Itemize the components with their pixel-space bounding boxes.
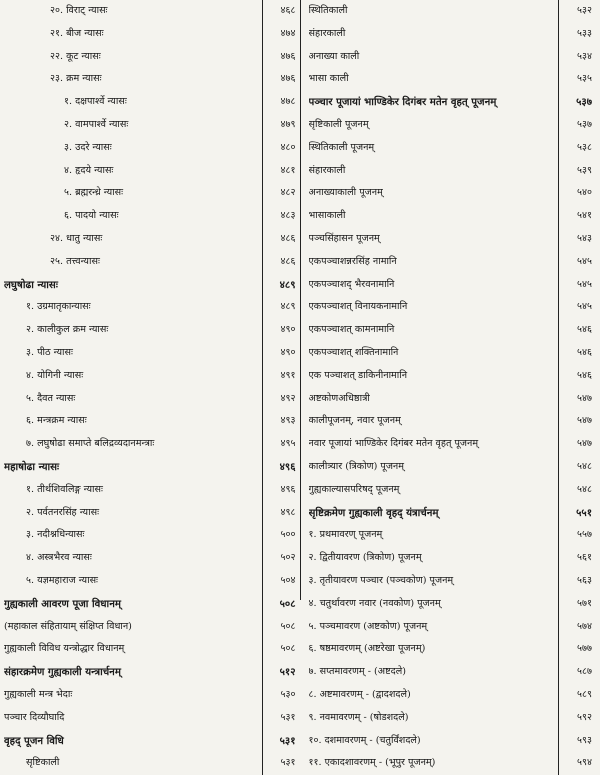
toc-entry xyxy=(301,68,597,91)
toc-entry-title: एकपञ्चाशद् भैरवनामानि xyxy=(308,278,395,290)
toc-entry xyxy=(301,388,597,411)
toc-entry xyxy=(4,661,300,684)
toc-entry-page-number: ५७४ xyxy=(558,616,592,639)
toc-entry xyxy=(4,433,300,456)
toc-entry xyxy=(301,274,597,297)
toc-entry-page-number: ४९६ xyxy=(262,479,296,502)
toc-entry-title: एकपञ्चाशत् शक्तिनामानि xyxy=(308,346,399,358)
toc-entry xyxy=(301,593,597,616)
toc-entry-page-number: ४८६ xyxy=(262,228,296,251)
toc-entry xyxy=(301,0,597,23)
toc-entry xyxy=(4,638,300,661)
toc-entry-page-number: ५५७ xyxy=(558,524,592,547)
toc-entry-title: सृष्टिक्रमेण गुह्यकाली वृहद् यंत्रार्चनम् xyxy=(308,506,439,519)
toc-entry-page-number: ४९५ xyxy=(262,433,296,456)
toc-entry-title: १. उग्रमातृकान्यासः xyxy=(26,301,91,313)
toc-entry-title: भासा काली xyxy=(308,73,349,85)
toc-entry-page-number: ५३१ xyxy=(262,752,296,775)
toc-entry-title: ९. नवमावरणम् - (षोडशदले) xyxy=(308,711,409,723)
toc-entry-title: ११. एकादशावरणम् - (भूपुर पूजनम्) xyxy=(308,757,436,769)
toc-entry-title: ३. नदीश्नधिन्यासः xyxy=(26,529,85,541)
toc-entry-page-number: ४९० xyxy=(262,342,296,365)
toc-entry-page-number: ५३१ xyxy=(262,707,296,730)
toc-entry-page-number: ५४६ xyxy=(558,342,592,365)
toc-entry-page-number: ५३८ xyxy=(558,137,592,160)
toc-entry xyxy=(301,342,597,365)
toc-entry xyxy=(301,228,597,251)
toc-entry-title: २. पर्वतनरसिंह न्यासः xyxy=(26,506,100,518)
toc-entry-title: गुह्यकाल्यासपरिषद् पूजनम् xyxy=(308,483,400,495)
toc-entry-title: २०. विराट् न्यासः xyxy=(50,5,108,16)
toc-entry-title: गुह्यकाली विविध यन्त्रोद्धार विधानम् xyxy=(4,643,125,655)
toc-entry-page-number: ४९० xyxy=(262,319,296,342)
toc-entry-title: स्थितिकाली पूजनम् xyxy=(308,141,375,153)
toc-entry xyxy=(301,182,597,205)
toc-entry-page-number: ५४७ xyxy=(558,410,592,433)
toc-entry xyxy=(4,296,300,319)
toc-entry-title: एक पञ्चाशत् डाकिनीनामानि xyxy=(308,369,408,381)
toc-entry xyxy=(301,433,597,456)
toc-entry-page-number: ५४५ xyxy=(558,251,592,274)
toc-entry xyxy=(301,661,597,684)
toc-entry-page-number: ५१२ xyxy=(262,661,296,684)
toc-entry xyxy=(301,205,597,228)
toc-entry-page-number: ५०४ xyxy=(262,570,296,593)
toc-entry-title: संहारकाली xyxy=(308,27,346,39)
toc-entry-title: पञ्चार पूजायां भाण्डिकेर दिगंबर मतेन वृहत् पूजनम् xyxy=(308,96,497,109)
toc-entry-title: सृष्टिकाली पूजनम् xyxy=(308,118,369,130)
toc-entry-title: लघुषोढा न्यासः xyxy=(4,278,58,291)
toc-entry xyxy=(4,388,300,411)
toc-entry-title: पञ्चार दिव्यौघादि xyxy=(4,711,65,723)
toc-entry-title: २१. बीज न्यासः xyxy=(50,27,104,39)
toc-entry-page-number: ४७६ xyxy=(262,46,296,69)
toc-entry-title: ४. अस्त्रभैरव न्यासः xyxy=(26,552,92,564)
toc-entry-title: ५. यज्ञमहाराज न्यासः xyxy=(26,574,98,586)
toc-entry-title: कालीपूजनम्, नवार पूजनम् xyxy=(308,415,401,427)
toc-entry-title: ५. पञ्चमावरण (अष्टकोण) पूजनम् xyxy=(308,620,428,632)
toc-entry-title: अनाख्या काली xyxy=(308,50,360,62)
toc-entry-page-number: ५३३ xyxy=(558,23,592,46)
toc-entry-title: पञ्चसिंहासन पूजनम् xyxy=(308,232,380,244)
toc-entry xyxy=(301,160,597,183)
toc-entry-title: ६. मन्त्रक्रम न्यासः xyxy=(26,415,87,427)
toc-entry xyxy=(4,730,300,753)
toc-entry-page-number: ४७४ xyxy=(262,23,296,46)
toc-entry-page-number: ५४६ xyxy=(558,319,592,342)
toc-entry-page-number: ५३५ xyxy=(558,68,592,91)
toc-entry-page-number: ५०८ xyxy=(262,616,296,639)
toc-entry-page-number: ५९२ xyxy=(558,707,592,730)
toc-entry-page-number: ४८९ xyxy=(262,296,296,319)
toc-entry-title: ५. दैवत न्यासः xyxy=(26,392,76,404)
toc-entry xyxy=(301,707,597,730)
toc-entry-title: सृष्टिकाली xyxy=(26,757,60,769)
toc-entry-title: ७. सप्तमावरणम् - (अष्टदले) xyxy=(308,666,407,678)
toc-entry-title: संहारक्रमेण गुह्यकाली यन्त्रार्चनम् xyxy=(4,666,121,679)
toc-entry-page-number: ५६३ xyxy=(558,570,592,593)
toc-entry xyxy=(4,46,300,69)
toc-entry xyxy=(301,547,597,570)
toc-entry-title: स्थितिकाली xyxy=(308,5,348,16)
toc-entry-page-number: ४८६ xyxy=(262,251,296,274)
toc-entry xyxy=(4,502,300,525)
toc-entry xyxy=(4,251,300,274)
toc-entry-page-number: ५३९ xyxy=(558,160,592,183)
toc-entry-title: गुह्यकाली आवरण पूजा विधानम् xyxy=(4,597,121,610)
toc-entry xyxy=(4,342,300,365)
toc-entry-title: अष्टकोणअधिष्ठात्री xyxy=(308,392,370,404)
toc-entry-page-number: ५४५ xyxy=(558,296,592,319)
toc-entry xyxy=(301,46,597,69)
toc-entry xyxy=(4,479,300,502)
toc-entry-page-number: ४९८ xyxy=(262,502,296,525)
toc-entry-title: २. कालीकुल क्रम न्यासः xyxy=(26,324,109,336)
toc-entry xyxy=(4,752,300,775)
toc-entry-page-number: ५३४ xyxy=(558,46,592,69)
toc-entry-title: एकपञ्चाशत् विनायकनामानि xyxy=(308,301,408,313)
toc-entry xyxy=(301,638,597,661)
toc-entry xyxy=(4,456,300,479)
toc-entry xyxy=(301,296,597,319)
toc-entry xyxy=(4,319,300,342)
toc-entry-page-number: ४९१ xyxy=(262,365,296,388)
toc-entry xyxy=(301,23,597,46)
toc-entry-page-number: ५४५ xyxy=(558,274,592,297)
toc-entry xyxy=(301,365,597,388)
toc-entry-title: २५. तत्त्वन्यासः xyxy=(50,255,100,267)
toc-entry-title: अनाख्याकाली पूजनम् xyxy=(308,187,383,199)
toc-entry-page-number: ५८९ xyxy=(558,684,592,707)
toc-entry xyxy=(301,570,597,593)
toc-entry-page-number: ५८७ xyxy=(558,661,592,684)
toc-entry-title: १०. दशमावरणम् - (चतुर्विंशदले) xyxy=(308,734,421,746)
toc-entry xyxy=(301,684,597,707)
toc-entry xyxy=(4,23,300,46)
toc-entry xyxy=(301,456,597,479)
toc-entry xyxy=(4,114,300,137)
toc-entry-page-number: ५६१ xyxy=(558,547,592,570)
toc-entry-title: गुह्यकाली मन्त्र भेदाः xyxy=(4,688,73,700)
toc-entry-title: ४. हृदये न्यासः xyxy=(64,164,114,176)
toc-entry-title: (महाकाल संहितायाम् संक्षिप्त विधान) xyxy=(4,620,132,632)
toc-entry xyxy=(301,251,597,274)
toc-entry xyxy=(4,365,300,388)
toc-entry-title: संहारकाली xyxy=(308,164,346,176)
toc-entry-page-number: ४६८ xyxy=(262,0,296,23)
toc-entry xyxy=(4,593,300,616)
toc-entry-page-number: ५३१ xyxy=(262,730,296,753)
toc-entry-title: ७. लघुषोढा समाप्ते बलिद्रव्यदानमन्त्राः xyxy=(26,438,155,450)
toc-entry-title: ४. चतुर्थावरण नवार (नवकोण) पूजनम् xyxy=(308,597,441,609)
toc-entry-title: १. तीर्थशिवलिङ्ग न्यासः xyxy=(26,483,103,495)
toc-entry xyxy=(301,616,597,639)
toc-entry xyxy=(4,160,300,183)
toc-entry-page-number: ४७९ xyxy=(262,114,296,137)
toc-entry-page-number: ५०२ xyxy=(262,547,296,570)
toc-entry-page-number: ५०८ xyxy=(262,593,296,616)
toc-entry-title: १. दक्षपार्श्वे न्यासः xyxy=(64,96,127,108)
toc-entry-page-number: ५४६ xyxy=(558,365,592,388)
toc-entry xyxy=(301,524,597,547)
toc-entry-title: १. प्रथमावरण् पूजनम् xyxy=(308,529,383,541)
toc-entry-title: ६. षष्ठमावरणम् (अष्टरेखा पूजनम्) xyxy=(308,643,426,655)
toc-entry xyxy=(4,137,300,160)
toc-entry xyxy=(301,479,597,502)
toc-entry-page-number: ५४८ xyxy=(558,456,592,479)
toc-entry-page-number: ५४८ xyxy=(558,479,592,502)
toc-entry-title: ६. पादयो न्यासः xyxy=(64,210,119,222)
toc-entry-title: एकपञ्चाशत् कामनामानि xyxy=(308,324,395,336)
toc-entry xyxy=(4,524,300,547)
toc-entry xyxy=(4,182,300,205)
toc-entry xyxy=(301,114,597,137)
toc-entry-page-number: ५५१ xyxy=(558,502,592,525)
toc-entry-page-number: ५०० xyxy=(262,524,296,547)
toc-entry xyxy=(301,410,597,433)
toc-entry-title: कालीत्र्यार (त्रिकोण) पूजनम् xyxy=(308,460,404,472)
toc-entry-title: २. द्वितीयावरण (त्रिकोण) पूजनम् xyxy=(308,552,422,564)
toc-entry-page-number: ५७७ xyxy=(558,638,592,661)
toc-entry-title: भासाकाली xyxy=(308,210,346,222)
toc-entry-title: नवार पूजायां भाण्डिकेर दिगंबर मतेन वृहत् पूजनम् xyxy=(308,438,479,450)
toc-entry-title: ८. अष्टमावरणम् - (द्वादशदले) xyxy=(308,688,411,700)
toc-entry xyxy=(301,319,597,342)
toc-entry-page-number: ४७८ xyxy=(262,91,296,114)
toc-entry xyxy=(4,570,300,593)
toc-entry xyxy=(301,752,597,775)
toc-entry-title: ३. पीठ न्यासः xyxy=(26,346,73,358)
toc-entry-page-number: ४८२ xyxy=(262,182,296,205)
toc-entry-title: महाषोढा न्यासः xyxy=(4,460,60,473)
toc-entry-title: २. वामपार्श्वे न्यासः xyxy=(64,118,129,130)
toc-entry-page-number: ५९४ xyxy=(558,752,592,775)
toc-entry xyxy=(4,205,300,228)
toc-entry-page-number: ५३२ xyxy=(558,0,592,23)
toc-entry-page-number: ५४३ xyxy=(558,228,592,251)
toc-entry xyxy=(301,137,597,160)
toc-left-column xyxy=(4,0,301,769)
toc-entry-page-number: ४८० xyxy=(262,137,296,160)
toc-entry-page-number: ४७६ xyxy=(262,68,296,91)
toc-entry-page-number: ५३० xyxy=(262,684,296,707)
toc-entry-page-number: ४८९ xyxy=(262,274,296,297)
toc-entry-page-number: ५७१ xyxy=(558,593,592,616)
toc-entry-page-number: ४९६ xyxy=(262,456,296,479)
toc-entry-title: ४. योगिनी न्यासः xyxy=(26,369,84,381)
toc-entry-page-number: ४९२ xyxy=(262,388,296,411)
toc-entry xyxy=(4,228,300,251)
toc-entry xyxy=(4,684,300,707)
toc-entry-page-number: ५४७ xyxy=(558,388,592,411)
toc-entry xyxy=(301,91,597,114)
toc-entry xyxy=(301,502,597,525)
toc-entry-page-number: ४९३ xyxy=(262,410,296,433)
toc-entry-page-number: ५४१ xyxy=(558,205,592,228)
toc-entry xyxy=(301,730,597,753)
toc-entry-page-number: ५३७ xyxy=(558,114,592,137)
toc-entry-title: २२. कूट न्यासः xyxy=(50,50,101,62)
toc-entry-title: २४. धातु न्यासः xyxy=(50,232,103,244)
toc-entry-page-number: ५३७ xyxy=(558,91,592,114)
toc-entry xyxy=(4,707,300,730)
toc-entry xyxy=(4,274,300,297)
toc-entry-page-number: ५०८ xyxy=(262,638,296,661)
toc-entry-page-number: ५४० xyxy=(558,182,592,205)
toc-entry-page-number: ४८१ xyxy=(262,160,296,183)
toc-right-column xyxy=(301,0,597,769)
toc-entry-page-number: ४८३ xyxy=(262,205,296,228)
toc-entry xyxy=(4,91,300,114)
toc-entry-page-number: ५९३ xyxy=(558,730,592,753)
toc-entry-page-number: ५४७ xyxy=(558,433,592,456)
toc-entry-title: ३. उदरे न्यासः xyxy=(64,141,112,153)
toc-entry xyxy=(4,616,300,639)
toc-entry-title: वृहद् पूजन विधि xyxy=(4,734,64,747)
toc-entry-title: २३. क्रम न्यासः xyxy=(50,73,102,85)
toc-entry xyxy=(4,410,300,433)
toc-entry-title: ३. तृतीयावरण पञ्चार (पञ्चकोण) पूजनम् xyxy=(308,574,454,586)
toc-entry-title: ५. ब्रह्मरन्ध्रे न्यासः xyxy=(64,187,124,199)
toc-entry xyxy=(4,68,300,91)
toc-entry xyxy=(4,547,300,570)
toc-entry xyxy=(4,0,300,23)
toc-entry-title: एकपञ्चाशन्नरसिंह नामानि xyxy=(308,255,397,267)
